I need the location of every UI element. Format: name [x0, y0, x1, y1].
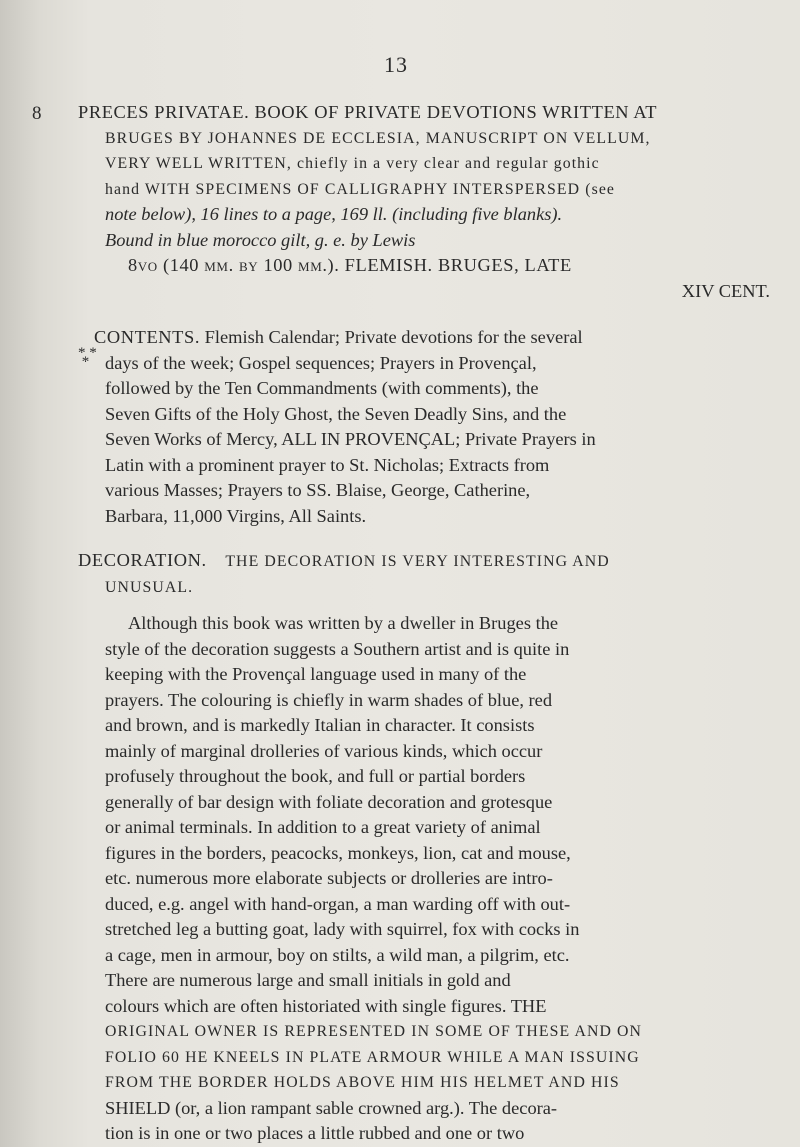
decoration-line: generally of bar design with foliate decoration and grotesque — [105, 791, 553, 812]
decoration-line: and brown, and is markedly Italian in character. It consists — [105, 715, 535, 735]
decoration-line: a cage, men in armour, boy on stilts, a wild man, a pilgrim, etc. — [105, 944, 570, 965]
contents-line: Latin with a prominent prayer to St. Nicholas; Extracts from — [105, 454, 550, 475]
decoration-line: FOLIO 60 HE KNEELS IN PLATE ARMOUR WHILE A MAN ISSUING — [105, 1048, 640, 1066]
decoration-line: SHIELD (or, a lion rampant sable crowned arg.). The decora- — [105, 1097, 558, 1118]
contents-line: days of the week; Gospel sequences; Prayers in Provençal, — [105, 352, 537, 373]
decoration-line: stretched leg a butting goat, lady with squirrel, fox with cocks in — [105, 919, 580, 939]
contents-line: Barbara, 11,000 Virgins, All Saints. — [105, 505, 367, 526]
decoration-line: style of the decoration suggests a Southern artist and is quite in — [105, 638, 570, 659]
entry-number: 8 — [32, 103, 42, 124]
decoration-line: FROM THE BORDER HOLDS ABOVE HIM HIS HELMET AND HIS — [105, 1074, 620, 1091]
decoration-line: ORIGINAL OWNER IS REPRESENTED IN SOME OF THESE AND ON — [105, 1023, 643, 1040]
decoration-line: keeping with the Provençal language used in many of the — [105, 664, 527, 684]
heading-line: BRUGES BY JOHANNES DE ECCLESIA, MANUSCRIPT ON VELLUM, — [105, 129, 651, 147]
contents-line: Seven Works of Mercy, ALL IN PROVENÇAL; Private Prayers in — [105, 429, 596, 449]
decoration-line: Although this book was written by a dweller in Bruges the — [128, 613, 559, 633]
decoration-line: or animal terminals. In addition to a great variety of animal — [105, 817, 541, 837]
entry-heading — [78, 100, 778, 304]
contents-section — [78, 325, 778, 529]
decoration-line: tion is in one or two places a little rubbed and one or two — [105, 1123, 525, 1143]
decoration-line: colours which are often historiated with single figures. THE — [105, 995, 547, 1016]
contents-line: Flemish Calendar; Private devotions for the several — [204, 327, 583, 347]
decoration-line: mainly of marginal drolleries of various kinds, which occur — [105, 740, 543, 761]
asterism-ornament — [78, 345, 97, 370]
decoration-line: profusely throughout the book, and full or partial borders — [105, 766, 526, 786]
heading-line: PRECES PRIVATAE. BOOK OF PRIVATE DEVOTIONS WRITTEN AT — [78, 102, 658, 122]
decoration-section — [78, 548, 778, 1147]
heading-line: VERY WELL WRITTEN, chiefly in a very clear and regular gothic — [105, 155, 600, 172]
date-line: XIV CENT. — [681, 280, 770, 301]
heading-line: hand WITH SPECIMENS OF CALLIGRAPHY INTERSPERSED (see — [105, 180, 616, 198]
decoration-line: prayers. The colouring is chiefly in warm shades of blue, red — [105, 689, 553, 710]
size-line: 8vo (140 mm. by 100 mm.). FLEMISH. BRUGES, LATE — [128, 255, 572, 275]
contents-line: various Masses; Prayers to SS. Blaise, George, Catherine, — [105, 480, 531, 500]
contents-line: Seven Gifts of the Holy Ghost, the Seven Deadly Sins, and the — [105, 403, 567, 424]
page-number: 13 — [384, 52, 408, 77]
heading-line: Bound in blue morocco gilt, g. e. by Lewis — [105, 229, 416, 250]
heading-line: note below), 16 lines to a page, 169 ll. (including five blanks). — [105, 204, 563, 224]
contents-line: followed by the Ten Commandments (with comments), the — [105, 378, 539, 398]
decoration-lead: UNUSUAL. — [105, 578, 194, 596]
asterism-glyph: * * * — [78, 345, 97, 370]
catalogue-entry — [78, 100, 778, 1147]
decoration-line: There are numerous large and small initials in gold and — [105, 970, 511, 990]
decoration-line: etc. numerous more elaborate subjects or drolleries are intro- — [105, 868, 553, 888]
decoration-line: duced, e.g. angel with hand-organ, a man warding off with out- — [105, 893, 571, 914]
decoration-label: DECORATION. — [78, 550, 207, 570]
decoration-lead: THE DECORATION IS VERY INTERESTING AND — [225, 553, 610, 570]
contents-label: CONTENTS. — [94, 327, 201, 347]
decoration-line: figures in the borders, peacocks, monkeys, lion, cat and mouse, — [105, 842, 571, 863]
